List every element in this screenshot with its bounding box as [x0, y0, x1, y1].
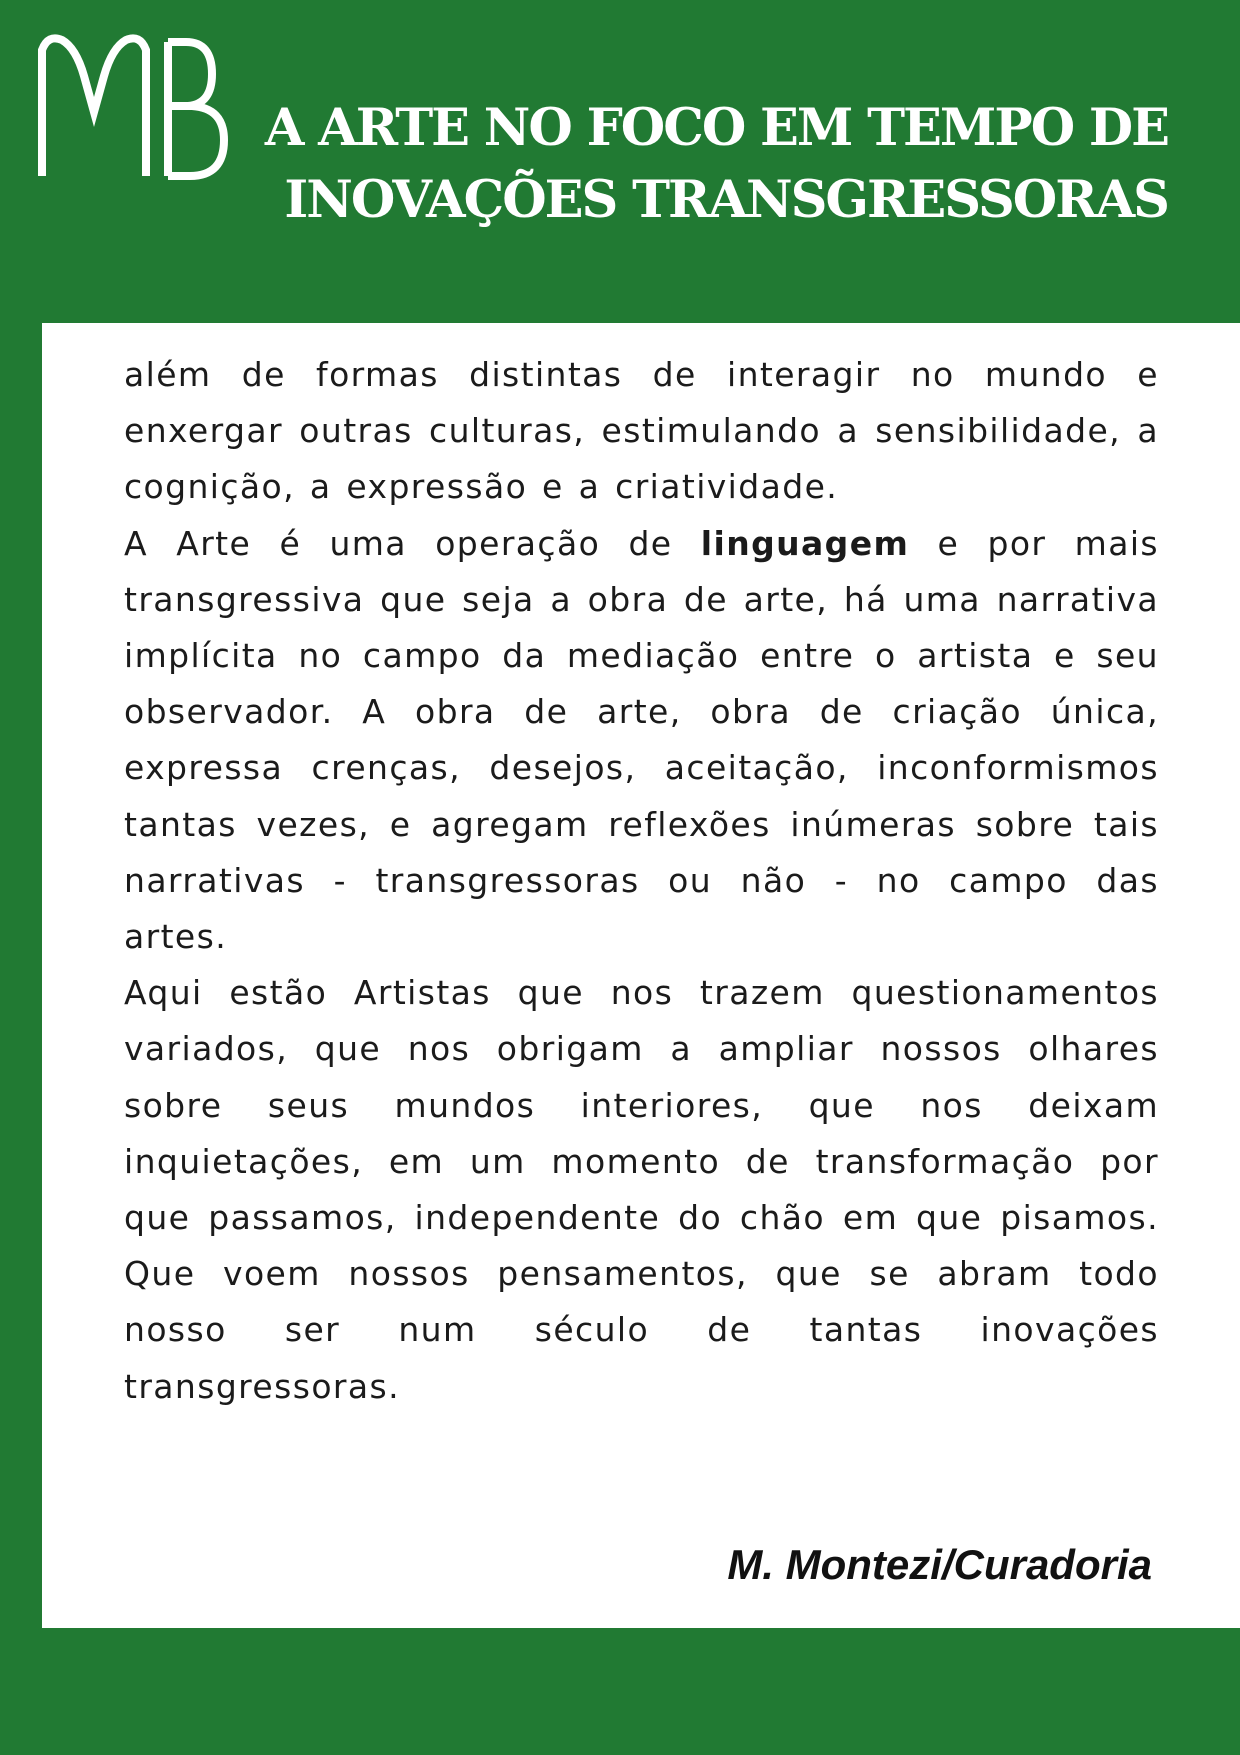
page-title: A ARTE NO FOCO EM TEMPO DE INOVAÇÕES TRANSGRESSORAS — [264, 98, 1168, 230]
curator-signature: M. Montezi/Curadoria — [727, 1541, 1152, 1588]
mb-logo — [28, 30, 228, 180]
paragraph-language — [124, 516, 1159, 966]
keyword-linguagem: linguagem — [700, 523, 910, 563]
content-panel — [42, 323, 1240, 1628]
paragraph-intro: além de formas distintas de interagir no mundo e enxergar outras culturas, estimulando a sensibilidade, a cognição, a expressão e a criatividade. — [124, 355, 1159, 507]
article-body — [124, 347, 1159, 1415]
paragraph-language-start: A Arte é uma operação de — [124, 523, 701, 563]
paragraph-artists: Aqui estão Artistas que nos trazem questionamentos variados, que nos obrigam a ampliar nossos olhares sobre seus mundos interiores, que nos deixam inquietações, em um momento de transformação por que passamos, independente do chão em que pisamos. Que voem nossos pensamentos, que se abram todo nosso ser num século de tantas inovações transgressoras. — [124, 973, 1159, 1406]
paragraph-language-end: e por mais transgressiva que seja a obra de arte, há uma narrativa implícita no campo da mediação entre o artista e seu observador. A obra de arte, obra de criação única, expressa crenças, desejos, aceitação, inconformismos tantas vezes, e agregam reflexões inúmeras sobre tais narrativas - transgressoras ou não - no campo das artes. — [124, 523, 1159, 957]
